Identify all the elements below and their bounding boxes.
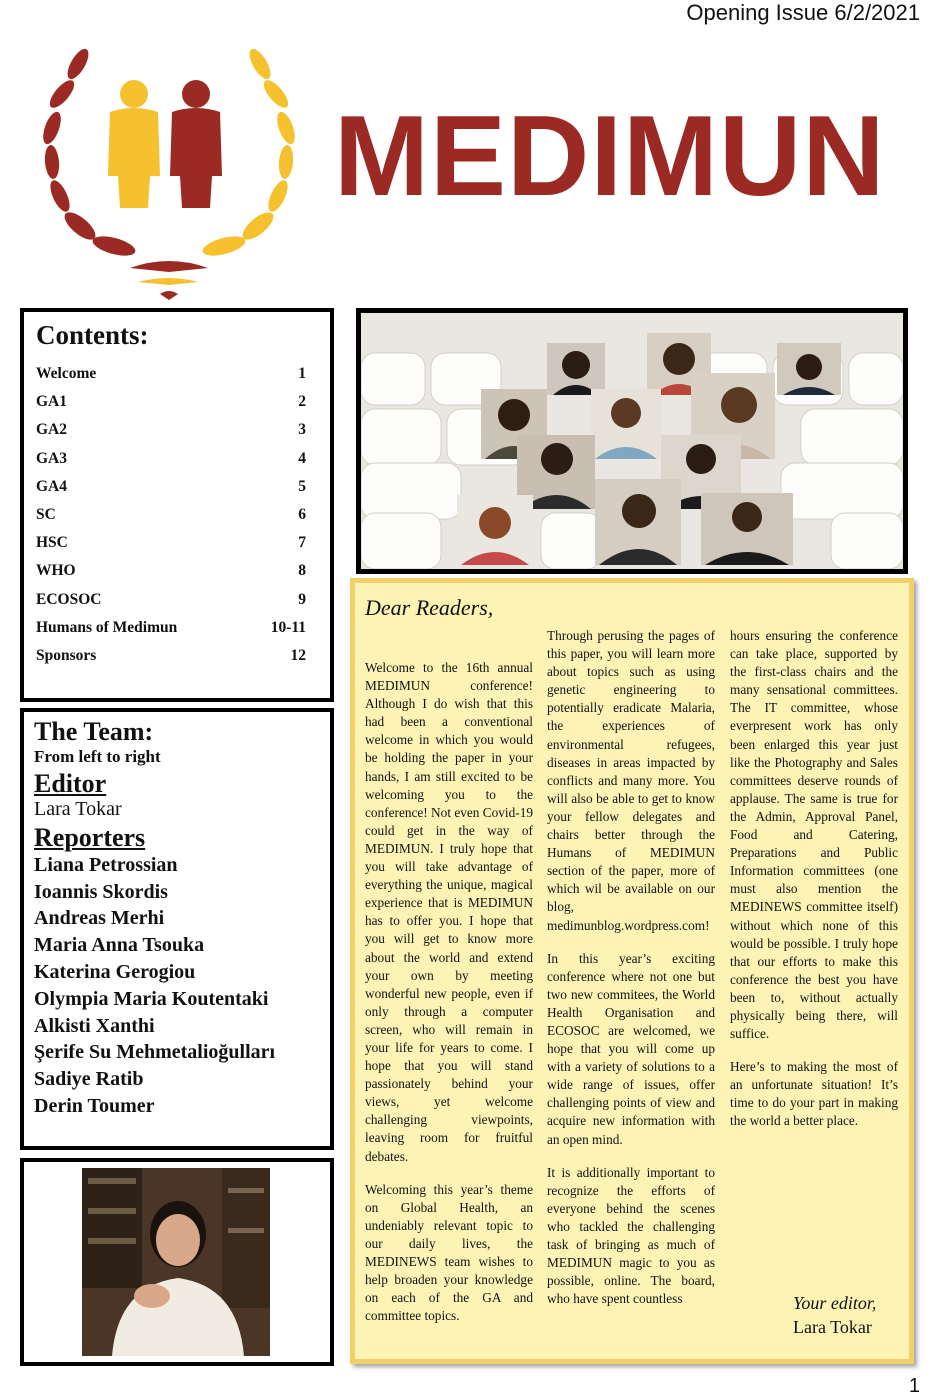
reporter-name: Sadiye Ratib [34, 1068, 144, 1091]
contents-list [36, 365, 318, 675]
letter-paragraph: In this year’s exciting conference where not one but two new commitees, the World Health Organisation and ECOSOC are welcomed, we hope that you will come up with a variety of solutions to a wide range of issues, offer challenging points of view and acquire new information with an open mind. [547, 950, 715, 1147]
editor-letter [350, 578, 914, 1364]
contents-item-label: GA3 [36, 449, 67, 467]
contents-row [36, 478, 318, 506]
signoff-role: Your editor, [793, 1293, 877, 1313]
masthead-title: MEDIMUN [334, 93, 886, 220]
letter-paragraph: Here’s to making the most of an unfortunate situation! It’s time to do your part in making the world a better place. [730, 1059, 898, 1129]
letter-paragraph: Welcome to the 16th annual MEDIMUN conference! Although I do wish that this had been a conventional welcome in which you would be holding the paper in your hands, I am still excited to be welcoming you to the conference! Not even Covid-19 could get in the way of MEDIMUN. I truly hope that you will take advantage of everything the unique, magical experience that is MEDIMUN has to offer you. I hope that you will get to know more about the world and extend your own by meeting wonderful new people, even if only through a computer screen, who will remain in your life for years to come. I hope that you will stand passionately behind your views, yet welcome challenging viewpoints, leaving room for fruitful debates. [365, 660, 533, 1164]
contents-item-page: 2 [298, 393, 306, 411]
reporter-name: Ioannis Skordis [34, 880, 168, 903]
letter-paragraph: Through perusing the pages of this paper, you will learn more about topics such as using genetic engineering to potentially eradicate Malaria, the experiences of environmental refugees, diseases in areas impacted by conflicts and many more. You will also be able to get to know your fellow delegates and chairs better through the Humans of MEDIMUN section of the paper, more of which wil be available on our blog, medimunblog.wordpress.com! [547, 628, 715, 933]
editor-portrait-panel [20, 1158, 334, 1366]
contents-item-page: 3 [298, 421, 306, 439]
reporters-heading: Reporters [34, 822, 146, 852]
team-zoom-photo-panel [356, 308, 908, 574]
letter-paragraph: Welcoming this year’s theme on Global Health, an undeniably relevant topic to our daily lives, the MEDINEWS team wishes to help broaden your knowledge on each of the GA and committee topics. [365, 1181, 533, 1324]
contents-row [36, 450, 318, 478]
team-panel [20, 708, 334, 1150]
team-title: The Team: [34, 717, 154, 746]
contents-panel [20, 308, 334, 702]
contents-item-page: 4 [298, 449, 306, 467]
team-subtitle: From left to right [34, 746, 161, 766]
issue-date: Opening Issue 6/2/2021 [686, 0, 920, 25]
contents-row [36, 591, 318, 619]
contents-row [36, 421, 318, 449]
contents-item-page: 5 [298, 477, 306, 495]
contents-row [36, 534, 318, 562]
letter-signoff [793, 1291, 876, 1339]
contents-row [36, 393, 318, 421]
contents-row [36, 647, 318, 675]
letter-paragraph: hours ensuring the conference can take place, supported by the first-class chairs and the many sensational committees. The IT committee, whose everpresent work has only been enlarged this year just like the Photography and Sales committees deserve rounds of applause. The same is true for the Admin, Approval Panel, Food and Catering, Preparations and Public Information committees (one must also mention the MEDINEWS committee itself) without which none of this would be possible. I truly hope that our efforts to make this conference the best you have been to, without actually physically being there, will suffice. [730, 628, 898, 1042]
letter-paragraph: It is additionally important to recognize the efforts of everyone behind the scenes who tackled the challenging task of bringing as much of MEDIMUN magic to you as possible, online. The board, who have spent countless [547, 1164, 715, 1307]
page-number: 1 [908, 1375, 920, 1397]
contents-title: Contents: [36, 320, 149, 350]
reporter-name: Liana Petrossian [34, 853, 178, 876]
reporter-name: Maria Anna Tsouka [34, 934, 205, 957]
reporter-name: Şerife Su Mehmetalioğulları [34, 1041, 276, 1064]
letter-column-1 [365, 659, 533, 1340]
editor-portrait-photo [82, 1168, 270, 1356]
contents-row [36, 365, 318, 393]
letter-column-3 [730, 627, 898, 1146]
team-zoom-photo [361, 313, 903, 569]
contents-item-label: ECOSOC [36, 590, 102, 608]
contents-item-label: Sponsors [36, 646, 97, 664]
reporter-name: Katerina Gerogiou [34, 961, 196, 983]
medimun-laurel-logo [38, 36, 300, 302]
contents-item-page: 7 [298, 534, 306, 552]
figure-gold [108, 80, 160, 208]
contents-row [36, 506, 318, 534]
contents-item-label: WHO [36, 562, 76, 580]
contents-item-page: 9 [298, 590, 306, 608]
contents-item-page: 12 [290, 646, 306, 664]
signoff-name: Lara Tokar [793, 1317, 872, 1337]
reporters-list [34, 852, 320, 1120]
reporter-name: Andreas Merhi [34, 907, 165, 930]
contents-item-label: GA1 [36, 393, 67, 411]
contents-item-label: Welcome [36, 365, 97, 382]
editor-name: Lara Tokar [34, 797, 122, 820]
editor-heading: Editor [34, 768, 107, 798]
contents-row [36, 619, 318, 647]
figure-red [170, 80, 222, 208]
reporter-name: Olympia Maria Koutentaki [34, 987, 269, 1010]
contents-item-label: SC [36, 505, 56, 523]
contents-item-page: 1 [298, 365, 306, 382]
contents-row [36, 562, 318, 590]
contents-item-label: HSC [36, 534, 68, 552]
contents-item-page: 6 [298, 505, 306, 523]
contents-item-label: GA2 [36, 421, 67, 439]
reporter-name: Derin Toumer [34, 1094, 155, 1117]
contents-item-page: 8 [298, 562, 306, 580]
reporter-name: Alkisti Xanthi [34, 1014, 155, 1037]
letter-column-2 [547, 627, 715, 1323]
contents-item-label: Humans of Medimun [36, 618, 178, 636]
contents-item-page: 10-11 [270, 618, 306, 636]
letter-greeting: Dear Readers, [365, 595, 494, 620]
contents-item-label: GA4 [36, 477, 67, 495]
